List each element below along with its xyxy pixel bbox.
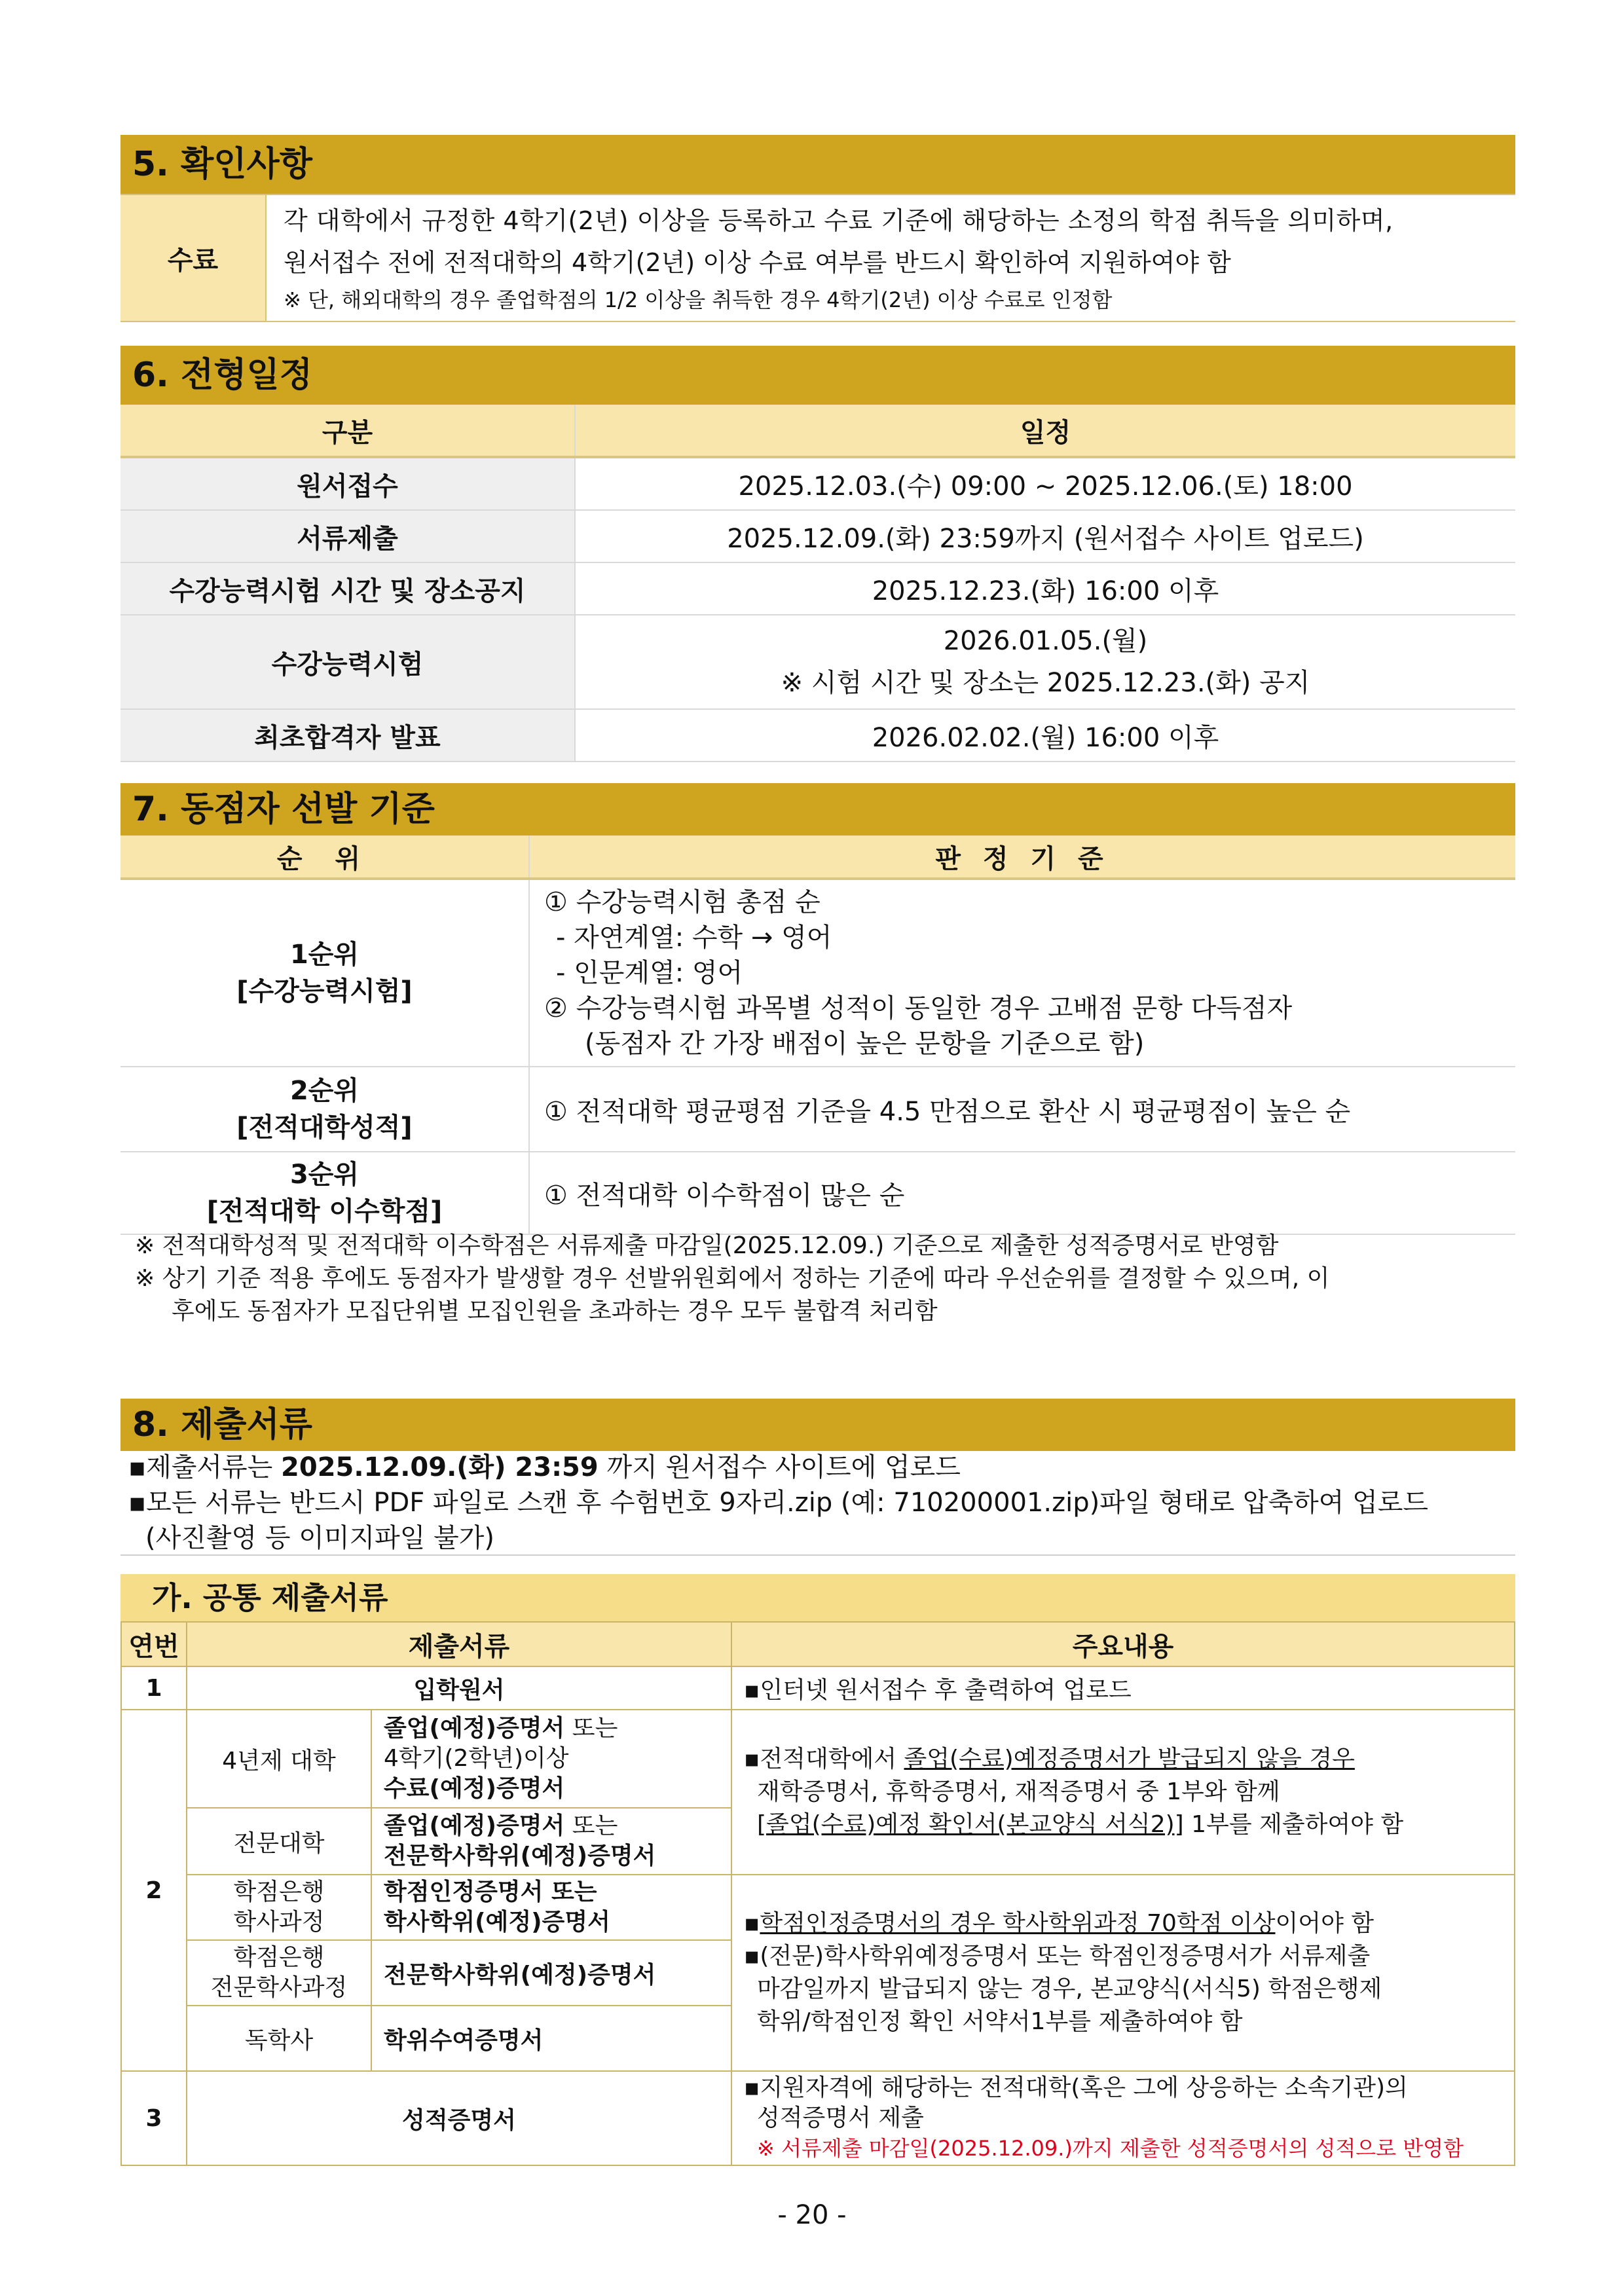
rank-label: 1순위 <box>289 940 360 970</box>
desc-line <box>744 1808 1513 1841</box>
doc-text: 또는 <box>564 1812 618 1839</box>
section-7-title: 7. 동점자 선발 기준 <box>120 783 1515 835</box>
docs-header-doc: 제출서류 <box>187 1622 731 1666</box>
submission-bullet: ▪모든 서류는 반드시 PDF 파일로 스캔 후 수험번호 9자리.zip (예: 710200001.zip)파일 형태로 압축하여 업로드 <box>128 1488 1429 1518</box>
doc-name <box>371 1808 731 1875</box>
school-type <box>187 1875 371 1940</box>
subsection-common-docs: 가. 공통 제출서류 <box>120 1574 1515 1621</box>
section-5-title: 5. 확인사항 <box>120 135 1515 194</box>
row-number: 1 <box>121 1666 187 1710</box>
doc-bold: 졸업(예정)증명서 <box>384 1812 565 1839</box>
page-number: - 20 - <box>777 2200 847 2230</box>
doc-bold: 졸업(예정)증명서 <box>384 1715 565 1742</box>
exam-date: 2026.01.05.(월) <box>943 626 1148 656</box>
schedule-header-date: 일정 <box>575 405 1515 457</box>
section-6-title: 6. 전형일정 <box>120 346 1515 405</box>
tiebreak-note: ※ 전적대학성적 및 전적대학 이수학점은 서류제출 마감일(2025.12.09.) 기준으로 제출한 성적증명서로 반영함 <box>135 1232 1279 1259</box>
exam-note: ※ 시험 시간 및 장소는 2025.12.23.(화) 공지 <box>781 668 1310 698</box>
desc-line: ▪(전문)학사학위예정증명서 또는 학점인정증명서가 서류제출 <box>744 1943 1371 1970</box>
doc-line <box>384 1714 730 1744</box>
school-type-line: 학사과정 <box>233 1909 325 1936</box>
desc-underline: 학점인정증명서의 경우 학사학위과정 70학점 이상 <box>760 1910 1276 1937</box>
rank-1-criteria <box>529 879 1515 1067</box>
doc-line: 전문학사학위(예정)증명서 <box>384 1843 656 1869</box>
divider <box>120 1554 1515 1556</box>
doc-line: 4학기(2학년)이상 <box>384 1745 569 1772</box>
school-type-line: 학점은행 <box>233 1879 325 1905</box>
bullet-text: ▪제출서류는 <box>128 1452 282 1482</box>
desc-underline: 졸업(수료)예정증명서가 발급되지 않을 경우 <box>904 1746 1355 1772</box>
desc-line: ▪지원자격에 해당하는 전적대학(혹은 그에 상응하는 소속기관)의 <box>744 2074 1408 2101</box>
criteria-line: - 인문계열: 영어 <box>556 958 743 988</box>
rank-2-criteria: ① 전적대학 평균평점 기준을 4.5 만점으로 환산 시 평균평점이 높은 순 <box>529 1067 1515 1152</box>
doc-line: 학점인정증명서 또는 <box>384 1879 597 1905</box>
row-number: 3 <box>121 2071 187 2165</box>
school-type-line: 학점은행 <box>233 1944 325 1971</box>
doc-line <box>384 1811 730 1841</box>
doc-desc <box>731 1710 1515 1875</box>
schedule-row-value: 2026.02.02.(월) 16:00 이후 <box>575 709 1515 762</box>
desc-text: ▪전적대학에서 <box>744 1746 904 1772</box>
deadline-text: 2025.12.09.(화) 23:59 <box>281 1452 599 1482</box>
submission-bullet <box>128 1450 961 1485</box>
schedule-header-category: 구분 <box>120 405 575 457</box>
doc-desc: ▪인터넷 원서접수 후 출력하여 업로드 <box>731 1666 1515 1710</box>
schedule-row-value <box>575 615 1515 709</box>
desc-text: ▪ <box>744 1910 760 1937</box>
schedule-row-label: 수강능력시험 시간 및 장소공지 <box>120 562 575 615</box>
criteria-line: - 자연계열: 수학 → 영어 <box>556 923 832 953</box>
completion-label: 수료 <box>120 194 266 321</box>
rank-sublabel: [전적대학 이수학점] <box>206 1196 443 1226</box>
rank-3 <box>120 1152 529 1234</box>
rank-sublabel: [수강능력시험] <box>236 976 413 1006</box>
schedule-row-value: 2025.12.23.(화) 16:00 이후 <box>575 562 1515 615</box>
tiebreak-header-criteria: 판 정 기 준 <box>529 835 1515 879</box>
criteria-line: ② 수강능력시험 과목별 성적이 동일한 경우 고배점 문항 다득점자 <box>544 993 1293 1023</box>
rank-2 <box>120 1067 529 1152</box>
schedule-row-value: 2025.12.03.(수) 09:00 ~ 2025.12.06.(토) 18:00 <box>575 457 1515 510</box>
schedule-row-value: 2025.12.09.(화) 23:59까지 (원서접수 사이트 업로드) <box>575 510 1515 562</box>
school-type: 4년제 대학 <box>187 1710 371 1808</box>
doc-name: 학위수여증명서 <box>371 2006 731 2071</box>
school-type: 독학사 <box>187 2006 371 2071</box>
school-type <box>187 1940 371 2006</box>
doc-desc <box>731 1875 1515 2071</box>
doc-line: 학사학위(예정)증명서 <box>384 1909 610 1936</box>
section-8-title: 8. 제출서류 <box>120 1399 1515 1451</box>
completion-line: 각 대학에서 규정한 4학기(2년) 이상을 등록하고 수료 기준에 해당하는 소정의 학점 취득을 의미하며, <box>284 206 1393 235</box>
rank-1 <box>120 879 529 1067</box>
doc-text: 또는 <box>564 1715 618 1742</box>
schedule-row-label: 원서접수 <box>120 457 575 510</box>
desc-line: 재학증명서, 휴학증명서, 재적증명서 중 1부와 함께 <box>757 1778 1280 1805</box>
desc-warning: ※ 서류제출 마감일(2025.12.09.)까지 제출한 성적증명서의 성적으로 반영함 <box>757 2136 1464 2161</box>
rank-label: 3순위 <box>289 1160 360 1190</box>
doc-name <box>371 1875 731 1940</box>
confirm-table <box>120 194 1515 322</box>
tiebreak-header-rank: 순 위 <box>120 835 529 879</box>
doc-name <box>371 1710 731 1808</box>
desc-line: 마감일까지 발급되지 않는 경우, 본교양식(서식5) 학점은행제 <box>757 1975 1382 2002</box>
completion-line: 원서접수 전에 전적대학의 4학기(2년) 이상 수료 여부를 반드시 확인하여 지원하여야 함 <box>284 248 1231 277</box>
rank-label: 2순위 <box>289 1076 360 1106</box>
desc-text: 이어야 함 <box>1275 1910 1375 1937</box>
tiebreak-note: ※ 상기 기준 적용 후에도 동점자가 발생할 경우 선발위원회에서 정하는 기준에 따라 우선순위를 결정할 수 있으며, 이 <box>135 1265 1330 1292</box>
desc-text: 1부를 제출하여야 함 <box>1183 1811 1404 1838</box>
desc-line <box>744 1743 1513 1776</box>
submission-bullet-cont: (사진촬영 등 이미지파일 불가) <box>145 1523 495 1553</box>
schedule-row-label: 수강능력시험 <box>120 615 575 709</box>
documents-table <box>120 1621 1515 2166</box>
bullet-text: 까지 원서접수 사이트에 업로드 <box>598 1452 961 1482</box>
tiebreak-table <box>120 835 1515 1235</box>
schedule-table <box>120 405 1515 762</box>
rank-sublabel: [전적대학성적] <box>236 1112 413 1143</box>
criteria-line: ① 수강능력시험 총점 순 <box>544 887 821 917</box>
desc-line: 성적증명서 제출 <box>757 2104 924 2131</box>
docs-header-desc: 주요내용 <box>731 1622 1515 1666</box>
doc-name: 전문학사학위(예정)증명서 <box>371 1940 731 2006</box>
doc-name: 입학원서 <box>187 1666 731 1710</box>
schedule-row-label: 서류제출 <box>120 510 575 562</box>
school-type-line: 전문학사과정 <box>210 1974 348 2001</box>
docs-header-no: 연번 <box>121 1622 187 1666</box>
school-type: 전문대학 <box>187 1808 371 1875</box>
completion-note: ※ 단, 해외대학의 경우 졸업학점의 1/2 이상을 취득한 경우 4학기(2년) 이상 수료로 인정함 <box>284 287 1113 312</box>
doc-name: 성적증명서 <box>187 2071 731 2165</box>
tiebreak-note: 후에도 동점자가 모집단위별 모집인원을 초과하는 경우 모두 불합격 처리함 <box>172 1298 938 1325</box>
desc-line: 학위/학점인정 확인 서약서1부를 제출하여야 함 <box>757 2008 1243 2035</box>
row-number: 2 <box>121 1710 187 2071</box>
desc-underline: [졸업(수료)예정 확인서(본교양식 서식2)] <box>757 1811 1184 1838</box>
doc-desc <box>731 2071 1515 2165</box>
criteria-line: (동점자 간 가장 배점이 높은 문항을 기준으로 함) <box>585 1029 1145 1059</box>
completion-desc <box>266 194 1515 321</box>
doc-line: 수료(예정)증명서 <box>384 1775 565 1802</box>
desc-line <box>744 1907 1513 1940</box>
rank-3-criteria: ① 전적대학 이수학점이 많은 순 <box>529 1152 1515 1234</box>
schedule-row-label: 최초합격자 발표 <box>120 709 575 762</box>
